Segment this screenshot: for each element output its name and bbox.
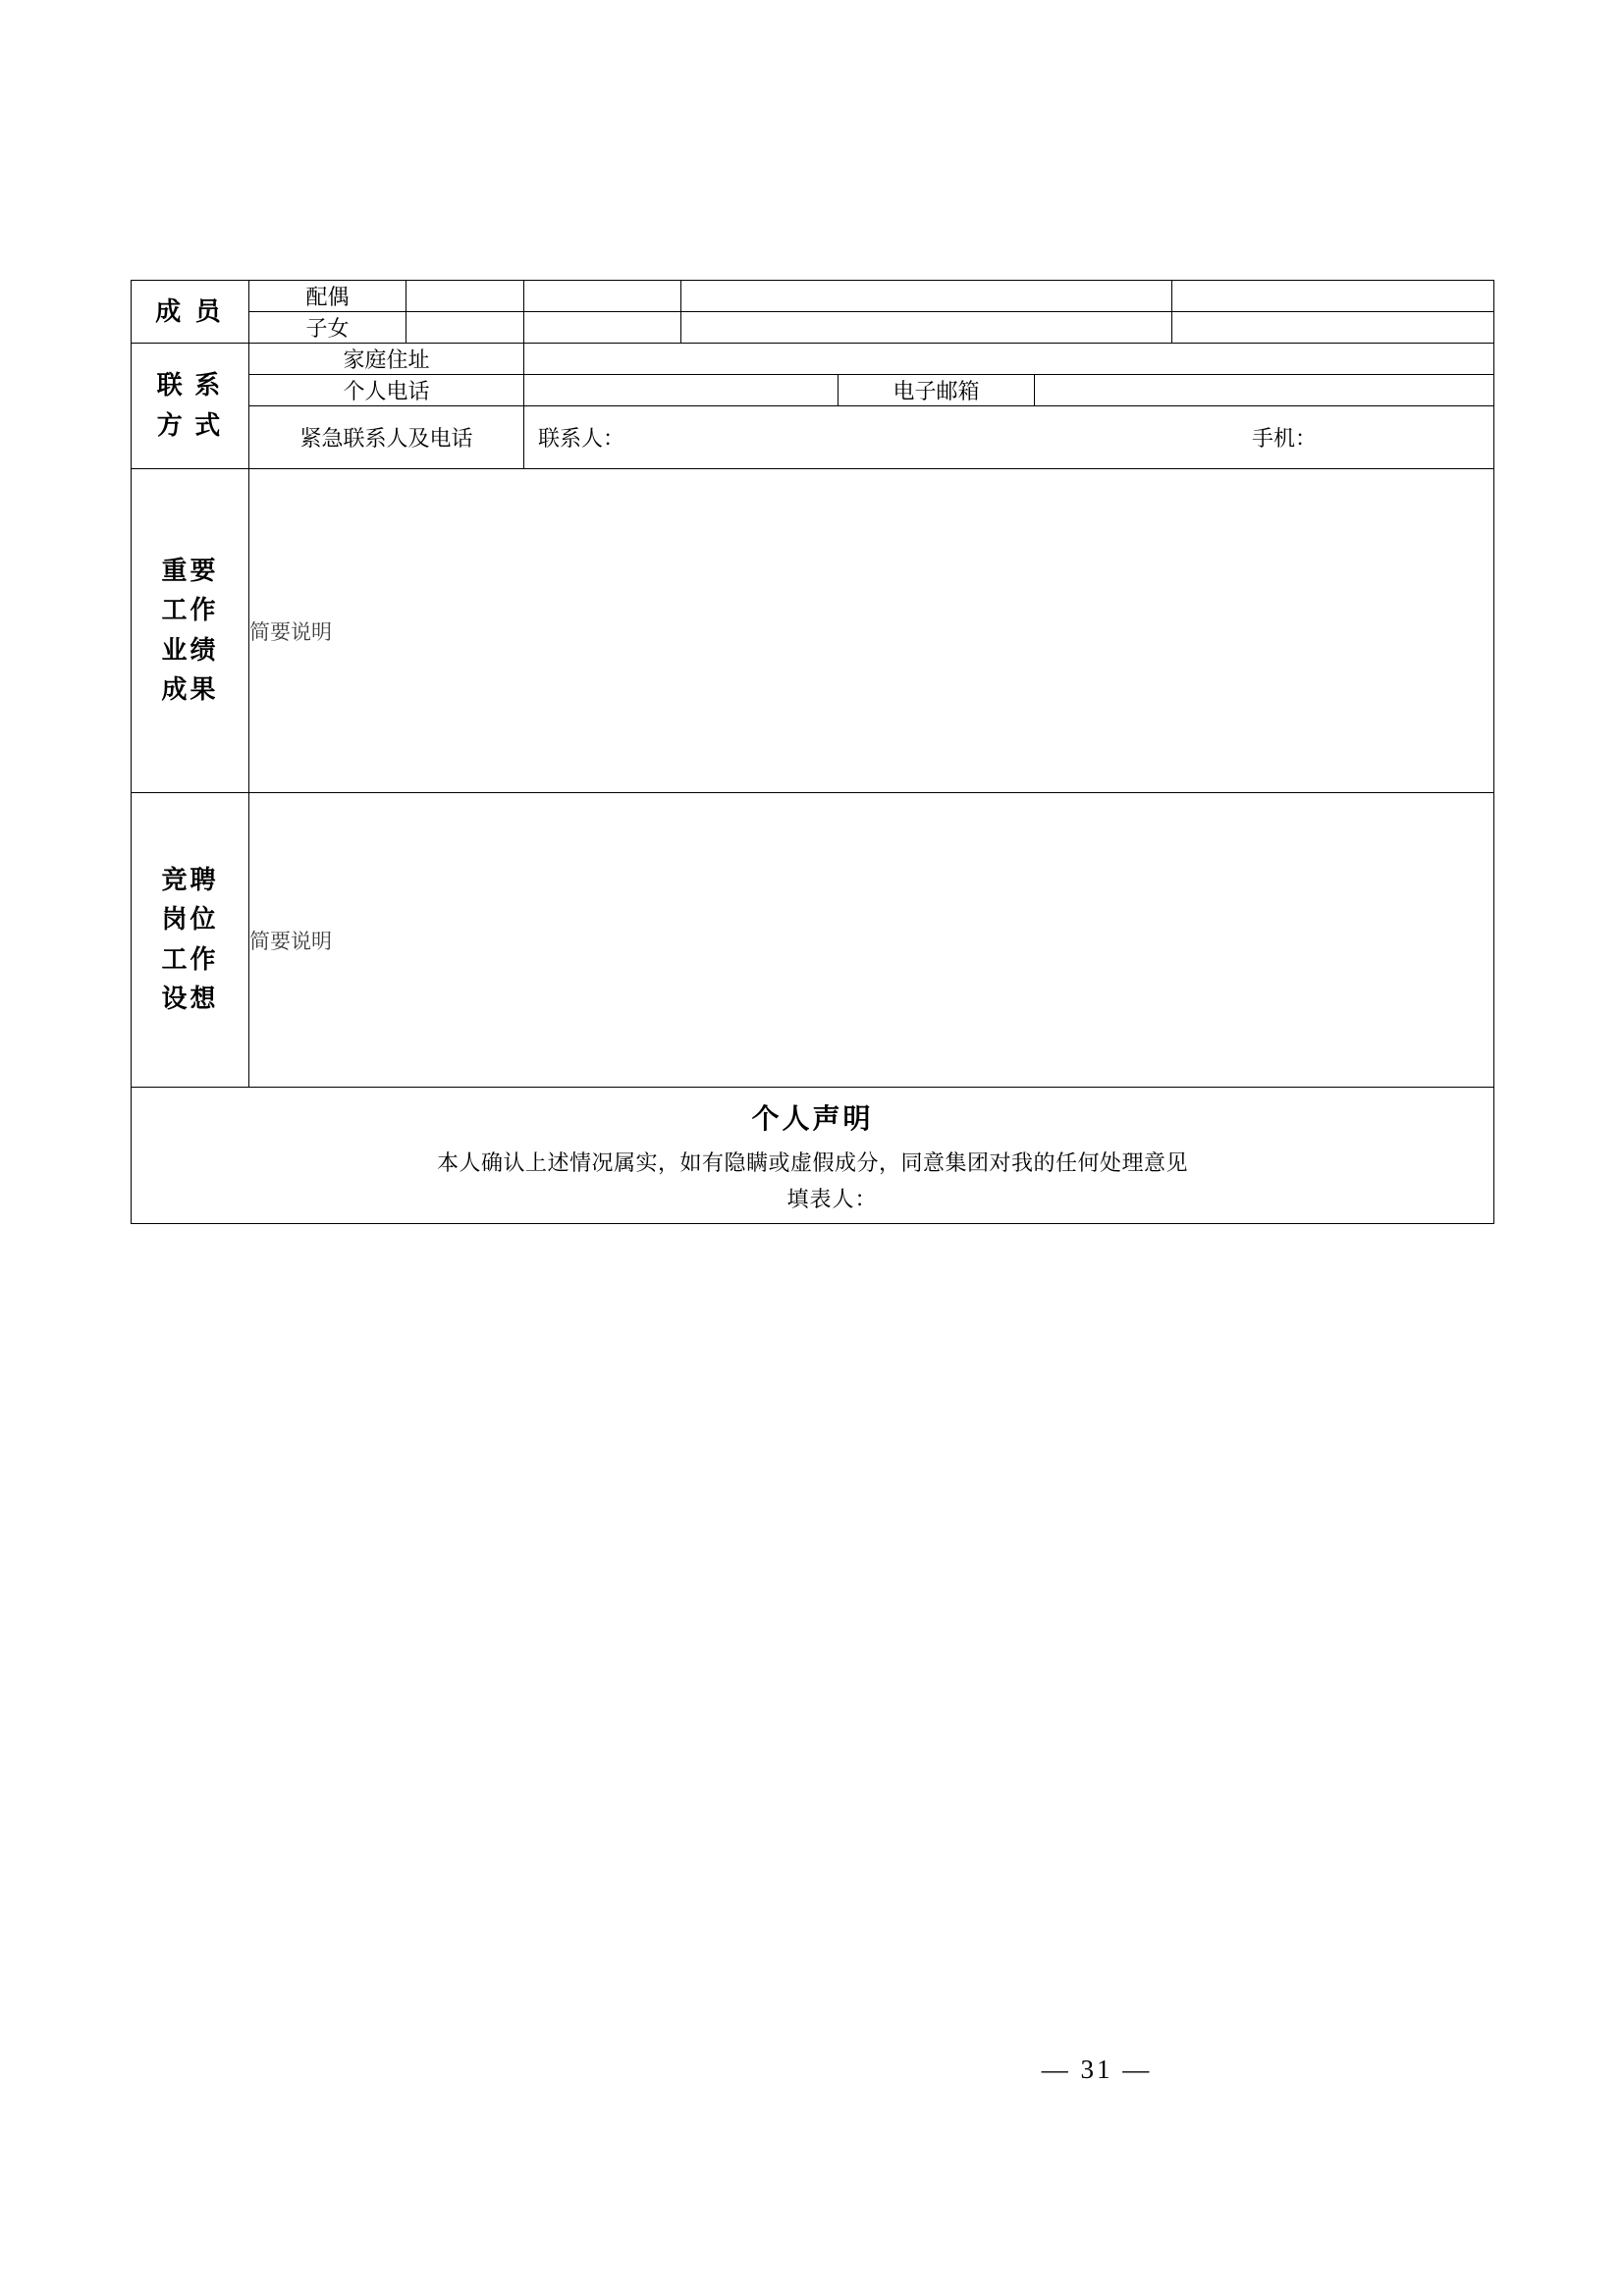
email-label-cell [839,375,1035,406]
achievements-hint: 简要说明 [249,619,332,644]
table-row-phone-email [132,375,1494,406]
members-label-cell [132,281,249,344]
achievements-label-line4: 成果 [161,674,219,704]
personal-phone-label: 个人电话 [343,379,430,403]
achievements-label-line3: 业绩 [161,635,219,665]
spouse-field-3[interactable] [681,281,1172,312]
contact-label-line1: 联 系 [156,371,224,400]
contact-label-line2: 方 式 [156,410,224,440]
declaration-signature-label: 填表人： [786,1187,878,1211]
declaration-body: 本人确认上述情况属实，如有隐瞒或虚假成分，同意集团对我的任何处理意见 [437,1150,1189,1175]
personal-information-form [131,280,1493,1224]
achievements-label-line1: 重要 [161,556,219,585]
plan-label-line1: 竞聘 [161,865,219,894]
plan-label-cell [132,793,249,1088]
table-row-plan [132,793,1494,1088]
emergency-fields-cell[interactable] [524,406,1494,469]
spouse-field-4[interactable] [1172,281,1494,312]
children-field-3[interactable] [681,312,1172,344]
declaration-cell [132,1088,1494,1224]
home-address-label-cell [249,344,524,375]
contact-label-cell [132,344,249,469]
home-address-label: 家庭住址 [343,347,430,372]
personal-phone-label-cell [249,375,524,406]
email-label: 电子邮箱 [893,379,980,403]
plan-hint: 简要说明 [249,929,332,953]
emergency-fields-row [524,422,1493,453]
plan-label-line3: 工作 [161,944,219,974]
spouse-label: 配偶 [305,285,350,309]
table-row-declaration [132,1088,1494,1224]
email-field[interactable] [1035,375,1494,406]
plan-input-area[interactable] [249,793,1494,1088]
spouse-field-2[interactable] [524,281,681,312]
children-label-cell [249,312,406,344]
personal-phone-field[interactable] [524,375,839,406]
members-label: 成 员 [155,296,225,326]
declaration-title: 个人声明 [751,1104,874,1135]
emergency-label: 紧急联系人及电话 [299,426,473,451]
achievements-label-line2: 工作 [161,596,219,625]
home-address-field[interactable] [524,344,1494,375]
emergency-label-cell [249,406,524,469]
achievements-label-stack [132,552,248,710]
emergency-contact-label: 联系人： [538,426,625,451]
emergency-mobile-label: 手机： [1252,426,1318,451]
table-row-spouse [132,281,1494,312]
plan-label-line2: 岗位 [161,905,219,934]
page-number: — 31 — [1041,2055,1153,2084]
table-row-home-address [132,344,1494,375]
plan-label-stack [132,861,248,1019]
contact-label-stack [132,366,248,446]
plan-label-line4: 设想 [161,984,219,1013]
children-field-2[interactable] [524,312,681,344]
spouse-field-1[interactable] [406,281,524,312]
spouse-label-cell [249,281,406,312]
table-row-emergency [132,406,1494,469]
children-field-4[interactable] [1172,312,1494,344]
table-row-achievements [132,469,1494,793]
achievements-input-area[interactable] [249,469,1494,793]
achievements-label-cell [132,469,249,793]
children-field-1[interactable] [406,312,524,344]
children-label: 子女 [305,316,350,341]
form-table [131,280,1494,1224]
table-row-children [132,312,1494,344]
